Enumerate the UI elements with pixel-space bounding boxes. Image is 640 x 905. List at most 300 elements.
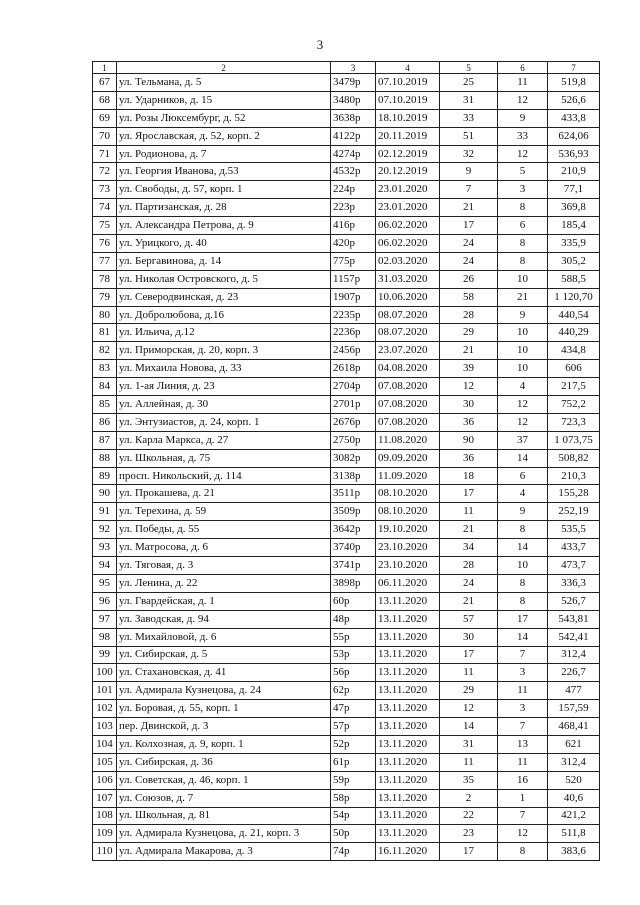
table-row — [93, 431, 600, 449]
address-cell: ул. Приморская, д. 20, корп. 3 — [117, 342, 331, 360]
order-date-cell: 13.11.2020 — [376, 664, 440, 682]
address-cell: ул. 1-ая Линия, д. 23 — [117, 378, 331, 396]
order-date-cell: 23.01.2020 — [376, 181, 440, 199]
order-number-cell: 50р — [331, 825, 376, 843]
address-cell: ул. Урицкого, д. 40 — [117, 235, 331, 253]
residents-cell: 24 — [440, 574, 498, 592]
row-number-cell: 73 — [93, 181, 117, 199]
table-row — [93, 449, 600, 467]
order-date-cell: 13.11.2020 — [376, 753, 440, 771]
area-cell: 526,6 — [548, 91, 600, 109]
table-row — [93, 735, 600, 753]
page-number: 3 — [316, 37, 324, 52]
address-cell: ул. Ильича, д.12 — [117, 324, 331, 342]
area-cell: 369,8 — [548, 199, 600, 217]
table-row — [93, 789, 600, 807]
table-row — [93, 163, 600, 181]
address-cell: ул. Михаила Новова, д. 33 — [117, 360, 331, 378]
order-date-cell: 13.11.2020 — [376, 735, 440, 753]
order-date-cell: 13.11.2020 — [376, 682, 440, 700]
table-row — [93, 664, 600, 682]
order-date-cell: 13.11.2020 — [376, 646, 440, 664]
row-number-cell: 99 — [93, 646, 117, 664]
apartments-cell: 8 — [498, 843, 548, 861]
residents-cell: 57 — [440, 610, 498, 628]
residents-cell: 33 — [440, 109, 498, 127]
row-number-cell: 68 — [93, 91, 117, 109]
apartments-cell: 3 — [498, 181, 548, 199]
row-number-cell: 102 — [93, 700, 117, 718]
area-cell: 752,2 — [548, 396, 600, 414]
table-row — [93, 539, 600, 557]
area-cell: 226,7 — [548, 664, 600, 682]
order-date-cell: 09.09.2020 — [376, 449, 440, 467]
order-date-cell: 02.03.2020 — [376, 252, 440, 270]
order-number-cell: 775р — [331, 252, 376, 270]
order-date-cell: 11.08.2020 — [376, 431, 440, 449]
table-row — [93, 807, 600, 825]
order-number-cell: 60р — [331, 592, 376, 610]
order-date-cell: 07.10.2019 — [376, 91, 440, 109]
row-number-cell: 87 — [93, 431, 117, 449]
apartments-cell: 9 — [498, 306, 548, 324]
area-cell: 434,8 — [548, 342, 600, 360]
apartments-cell: 10 — [498, 360, 548, 378]
table-row — [93, 503, 600, 521]
residents-cell: 34 — [440, 539, 498, 557]
address-cell: ул. Боровая, д. 55, корп. 1 — [117, 700, 331, 718]
order-date-cell: 13.11.2020 — [376, 825, 440, 843]
column-header: 6 — [498, 62, 548, 74]
table-row — [93, 646, 600, 664]
area-cell: 526,7 — [548, 592, 600, 610]
column-header: 2 — [117, 62, 331, 74]
order-number-cell: 223р — [331, 199, 376, 217]
address-cell: ул. Стахановская, д. 41 — [117, 664, 331, 682]
column-header: 7 — [548, 62, 600, 74]
residents-cell: 12 — [440, 700, 498, 718]
order-number-cell: 224р — [331, 181, 376, 199]
residents-cell: 30 — [440, 628, 498, 646]
address-cell: ул. Прокашева, д. 21 — [117, 485, 331, 503]
residents-cell: 30 — [440, 396, 498, 414]
address-cell: ул. Энтузиастов, д. 24, корп. 1 — [117, 413, 331, 431]
residents-cell: 31 — [440, 735, 498, 753]
address-cell: ул. Тяговая, д. 3 — [117, 557, 331, 575]
apartments-cell: 21 — [498, 288, 548, 306]
order-date-cell: 13.11.2020 — [376, 610, 440, 628]
area-cell: 588,5 — [548, 270, 600, 288]
apartments-cell: 10 — [498, 324, 548, 342]
row-number-cell: 93 — [93, 539, 117, 557]
order-number-cell: 416р — [331, 217, 376, 235]
order-number-cell: 56р — [331, 664, 376, 682]
area-cell: 1 120,70 — [548, 288, 600, 306]
order-number-cell: 2235р — [331, 306, 376, 324]
row-number-cell: 89 — [93, 467, 117, 485]
residents-cell: 21 — [440, 199, 498, 217]
order-number-cell: 1157р — [331, 270, 376, 288]
table-row — [93, 324, 600, 342]
apartments-cell: 5 — [498, 163, 548, 181]
table-row — [93, 574, 600, 592]
table-row — [93, 485, 600, 503]
address-cell: ул. Партизанская, д. 28 — [117, 199, 331, 217]
order-date-cell: 06.02.2020 — [376, 217, 440, 235]
address-cell: ул. Карла Маркса, д. 27 — [117, 431, 331, 449]
residents-cell: 17 — [440, 217, 498, 235]
residents-cell: 9 — [440, 163, 498, 181]
apartments-cell: 1 — [498, 789, 548, 807]
apartments-cell: 8 — [498, 574, 548, 592]
area-cell: 542,41 — [548, 628, 600, 646]
order-number-cell: 2701р — [331, 396, 376, 414]
residents-cell: 26 — [440, 270, 498, 288]
apartments-cell: 9 — [498, 503, 548, 521]
table-row — [93, 288, 600, 306]
table-row — [93, 181, 600, 199]
address-cell: ул. Александра Петрова, д. 9 — [117, 217, 331, 235]
row-number-cell: 81 — [93, 324, 117, 342]
apartments-cell: 16 — [498, 771, 548, 789]
residents-cell: 14 — [440, 718, 498, 736]
address-cell: ул. Советская, д. 46, корп. 1 — [117, 771, 331, 789]
area-cell: 210,3 — [548, 467, 600, 485]
table-row — [93, 270, 600, 288]
row-number-cell: 108 — [93, 807, 117, 825]
residents-cell: 21 — [440, 521, 498, 539]
area-cell: 473,7 — [548, 557, 600, 575]
order-number-cell: 61р — [331, 753, 376, 771]
order-date-cell: 04.08.2020 — [376, 360, 440, 378]
residents-cell: 17 — [440, 485, 498, 503]
apartments-cell: 4 — [498, 378, 548, 396]
residents-cell: 25 — [440, 74, 498, 92]
column-header: 3 — [331, 62, 376, 74]
order-date-cell: 13.11.2020 — [376, 628, 440, 646]
table-row — [93, 252, 600, 270]
order-date-cell: 08.07.2020 — [376, 324, 440, 342]
apartments-cell: 8 — [498, 521, 548, 539]
apartments-cell: 14 — [498, 539, 548, 557]
apartments-cell: 8 — [498, 235, 548, 253]
row-number-cell: 72 — [93, 163, 117, 181]
address-cell: ул. Добролюбова, д.16 — [117, 306, 331, 324]
order-number-cell: 52р — [331, 735, 376, 753]
residents-cell: 2 — [440, 789, 498, 807]
order-number-cell: 420р — [331, 235, 376, 253]
order-number-cell: 58р — [331, 789, 376, 807]
column-number-row — [93, 62, 600, 74]
table-row — [93, 235, 600, 253]
apartments-cell: 7 — [498, 718, 548, 736]
address-cell: ул. Михайловой, д. 6 — [117, 628, 331, 646]
table-row — [93, 145, 600, 163]
order-date-cell: 10.06.2020 — [376, 288, 440, 306]
address-cell: ул. Николая Островского, д. 5 — [117, 270, 331, 288]
order-date-cell: 13.11.2020 — [376, 700, 440, 718]
residents-cell: 28 — [440, 306, 498, 324]
order-number-cell: 3898р — [331, 574, 376, 592]
apartments-cell: 10 — [498, 270, 548, 288]
row-number-cell: 97 — [93, 610, 117, 628]
area-cell: 433,7 — [548, 539, 600, 557]
area-cell: 440,54 — [548, 306, 600, 324]
table-row — [93, 753, 600, 771]
residents-cell: 7 — [440, 181, 498, 199]
table-row — [93, 628, 600, 646]
order-date-cell: 07.10.2019 — [376, 74, 440, 92]
residents-cell: 11 — [440, 503, 498, 521]
area-cell: 421,2 — [548, 807, 600, 825]
table-row — [93, 700, 600, 718]
order-number-cell: 2236р — [331, 324, 376, 342]
row-number-cell: 70 — [93, 127, 117, 145]
address-cell: ул. Сибирская, д. 5 — [117, 646, 331, 664]
row-number-cell: 74 — [93, 199, 117, 217]
row-number-cell: 98 — [93, 628, 117, 646]
order-number-cell: 3511р — [331, 485, 376, 503]
row-number-cell: 79 — [93, 288, 117, 306]
area-cell: 252,19 — [548, 503, 600, 521]
residents-cell: 24 — [440, 252, 498, 270]
address-cell: ул. Адмирала Макарова, д. 3 — [117, 843, 331, 861]
row-number-cell: 88 — [93, 449, 117, 467]
area-cell: 185,4 — [548, 217, 600, 235]
address-cell: ул. Колхозная, д. 9, корп. 1 — [117, 735, 331, 753]
table-row — [93, 771, 600, 789]
order-number-cell: 59р — [331, 771, 376, 789]
order-number-cell: 3740р — [331, 539, 376, 557]
column-header: 1 — [93, 62, 117, 74]
apartments-cell: 6 — [498, 467, 548, 485]
row-number-cell: 91 — [93, 503, 117, 521]
table-row — [93, 718, 600, 736]
apartments-cell: 17 — [498, 610, 548, 628]
table-row — [93, 360, 600, 378]
area-cell: 543,81 — [548, 610, 600, 628]
order-number-cell: 3082р — [331, 449, 376, 467]
row-number-cell: 94 — [93, 557, 117, 575]
order-number-cell: 3138р — [331, 467, 376, 485]
area-cell: 519,8 — [548, 74, 600, 92]
residents-cell: 22 — [440, 807, 498, 825]
apartments-cell: 4 — [498, 485, 548, 503]
order-date-cell: 08.07.2020 — [376, 306, 440, 324]
residents-cell: 17 — [440, 646, 498, 664]
area-cell: 624,06 — [548, 127, 600, 145]
apartments-cell: 6 — [498, 217, 548, 235]
row-number-cell: 95 — [93, 574, 117, 592]
row-number-cell: 106 — [93, 771, 117, 789]
address-cell: ул. Розы Люксембург, д. 52 — [117, 109, 331, 127]
address-cell: ул. Бергавинова, д. 14 — [117, 252, 331, 270]
row-number-cell: 92 — [93, 521, 117, 539]
order-number-cell: 54р — [331, 807, 376, 825]
area-cell: 336,3 — [548, 574, 600, 592]
row-number-cell: 105 — [93, 753, 117, 771]
order-number-cell: 3479р — [331, 74, 376, 92]
order-date-cell: 20.11.2019 — [376, 127, 440, 145]
table-body — [93, 74, 600, 861]
order-date-cell: 13.11.2020 — [376, 718, 440, 736]
address-cell: ул. Гвардейская, д. 1 — [117, 592, 331, 610]
table-row — [93, 413, 600, 431]
row-number-cell: 90 — [93, 485, 117, 503]
order-date-cell: 13.11.2020 — [376, 771, 440, 789]
area-cell: 155,28 — [548, 485, 600, 503]
table-row — [93, 557, 600, 575]
residents-cell: 11 — [440, 753, 498, 771]
address-cell: ул. Победы, д. 55 — [117, 521, 331, 539]
order-number-cell: 4122р — [331, 127, 376, 145]
address-cell: ул. Заводская, д. 94 — [117, 610, 331, 628]
buildings-table — [92, 61, 600, 861]
address-cell: ул. Матросова, д. 6 — [117, 539, 331, 557]
order-date-cell: 08.10.2020 — [376, 503, 440, 521]
residents-cell: 32 — [440, 145, 498, 163]
residents-cell: 36 — [440, 413, 498, 431]
residents-cell: 29 — [440, 324, 498, 342]
apartments-cell: 11 — [498, 74, 548, 92]
residents-cell: 12 — [440, 378, 498, 396]
residents-cell: 39 — [440, 360, 498, 378]
apartments-cell: 9 — [498, 109, 548, 127]
apartments-cell: 8 — [498, 592, 548, 610]
order-date-cell: 06.11.2020 — [376, 574, 440, 592]
apartments-cell: 8 — [498, 199, 548, 217]
apartments-cell: 37 — [498, 431, 548, 449]
order-date-cell: 13.11.2020 — [376, 789, 440, 807]
address-cell: ул. Родионова, д. 7 — [117, 145, 331, 163]
apartments-cell: 11 — [498, 682, 548, 700]
order-date-cell: 16.11.2020 — [376, 843, 440, 861]
area-cell: 535,5 — [548, 521, 600, 539]
column-header: 4 — [376, 62, 440, 74]
row-number-cell: 67 — [93, 74, 117, 92]
address-cell: ул. Адмирала Кузнецова, д. 21, корп. 3 — [117, 825, 331, 843]
residents-cell: 18 — [440, 467, 498, 485]
order-date-cell: 20.12.2019 — [376, 163, 440, 181]
table-row — [93, 825, 600, 843]
table-row — [93, 306, 600, 324]
residents-cell: 36 — [440, 449, 498, 467]
address-cell: ул. Ленина, д. 22 — [117, 574, 331, 592]
address-cell: ул. Ударников, д. 15 — [117, 91, 331, 109]
table-row — [93, 127, 600, 145]
order-number-cell: 2750р — [331, 431, 376, 449]
row-number-cell: 86 — [93, 413, 117, 431]
address-cell: пер. Двинской, д. 3 — [117, 718, 331, 736]
area-cell: 40,6 — [548, 789, 600, 807]
row-number-cell: 85 — [93, 396, 117, 414]
order-number-cell: 3509р — [331, 503, 376, 521]
apartments-cell: 10 — [498, 342, 548, 360]
address-cell: ул. Школьная, д. 75 — [117, 449, 331, 467]
residents-cell: 21 — [440, 342, 498, 360]
row-number-cell: 103 — [93, 718, 117, 736]
apartments-cell: 14 — [498, 628, 548, 646]
area-cell: 723,3 — [548, 413, 600, 431]
residents-cell: 11 — [440, 664, 498, 682]
apartments-cell: 7 — [498, 807, 548, 825]
order-number-cell: 62р — [331, 682, 376, 700]
table-row — [93, 217, 600, 235]
apartments-cell: 3 — [498, 700, 548, 718]
order-number-cell: 3642р — [331, 521, 376, 539]
apartments-cell: 8 — [498, 252, 548, 270]
area-cell: 508,82 — [548, 449, 600, 467]
table-row — [93, 91, 600, 109]
order-date-cell: 08.10.2020 — [376, 485, 440, 503]
row-number-cell: 110 — [93, 843, 117, 861]
residents-cell: 17 — [440, 843, 498, 861]
table-row — [93, 843, 600, 861]
apartments-cell: 12 — [498, 396, 548, 414]
order-date-cell: 07.08.2020 — [376, 396, 440, 414]
area-cell: 77,1 — [548, 181, 600, 199]
address-cell: ул. Северодвинская, д. 23 — [117, 288, 331, 306]
order-number-cell: 3741р — [331, 557, 376, 575]
address-cell: ул. Терехина, д. 59 — [117, 503, 331, 521]
order-number-cell: 2456р — [331, 342, 376, 360]
area-cell: 312,4 — [548, 646, 600, 664]
row-number-cell: 77 — [93, 252, 117, 270]
row-number-cell: 96 — [93, 592, 117, 610]
area-cell: 217,5 — [548, 378, 600, 396]
order-date-cell: 23.07.2020 — [376, 342, 440, 360]
apartments-cell: 12 — [498, 145, 548, 163]
order-number-cell: 55р — [331, 628, 376, 646]
row-number-cell: 69 — [93, 109, 117, 127]
address-cell: ул. Союзов, д. 7 — [117, 789, 331, 807]
table-row — [93, 682, 600, 700]
residents-cell: 23 — [440, 825, 498, 843]
residents-cell: 90 — [440, 431, 498, 449]
order-date-cell: 18.10.2019 — [376, 109, 440, 127]
residents-cell: 24 — [440, 235, 498, 253]
area-cell: 621 — [548, 735, 600, 753]
row-number-cell: 83 — [93, 360, 117, 378]
row-number-cell: 82 — [93, 342, 117, 360]
column-header: 5 — [440, 62, 498, 74]
apartments-cell: 33 — [498, 127, 548, 145]
row-number-cell: 101 — [93, 682, 117, 700]
row-number-cell: 78 — [93, 270, 117, 288]
residents-cell: 29 — [440, 682, 498, 700]
order-number-cell: 4532р — [331, 163, 376, 181]
apartments-cell: 12 — [498, 825, 548, 843]
order-date-cell: 07.08.2020 — [376, 378, 440, 396]
row-number-cell: 104 — [93, 735, 117, 753]
area-cell: 305,2 — [548, 252, 600, 270]
table-row — [93, 74, 600, 92]
order-number-cell: 2704р — [331, 378, 376, 396]
order-number-cell: 74р — [331, 843, 376, 861]
apartments-cell: 7 — [498, 646, 548, 664]
order-date-cell: 13.11.2020 — [376, 807, 440, 825]
table-row — [93, 396, 600, 414]
address-cell: ул. Школьная, д. 81 — [117, 807, 331, 825]
order-number-cell: 53р — [331, 646, 376, 664]
order-number-cell: 2618р — [331, 360, 376, 378]
apartments-cell: 13 — [498, 735, 548, 753]
area-cell: 157,59 — [548, 700, 600, 718]
row-number-cell: 84 — [93, 378, 117, 396]
residents-cell: 21 — [440, 592, 498, 610]
area-cell: 383,6 — [548, 843, 600, 861]
address-cell: ул. Сибирская, д. 36 — [117, 753, 331, 771]
